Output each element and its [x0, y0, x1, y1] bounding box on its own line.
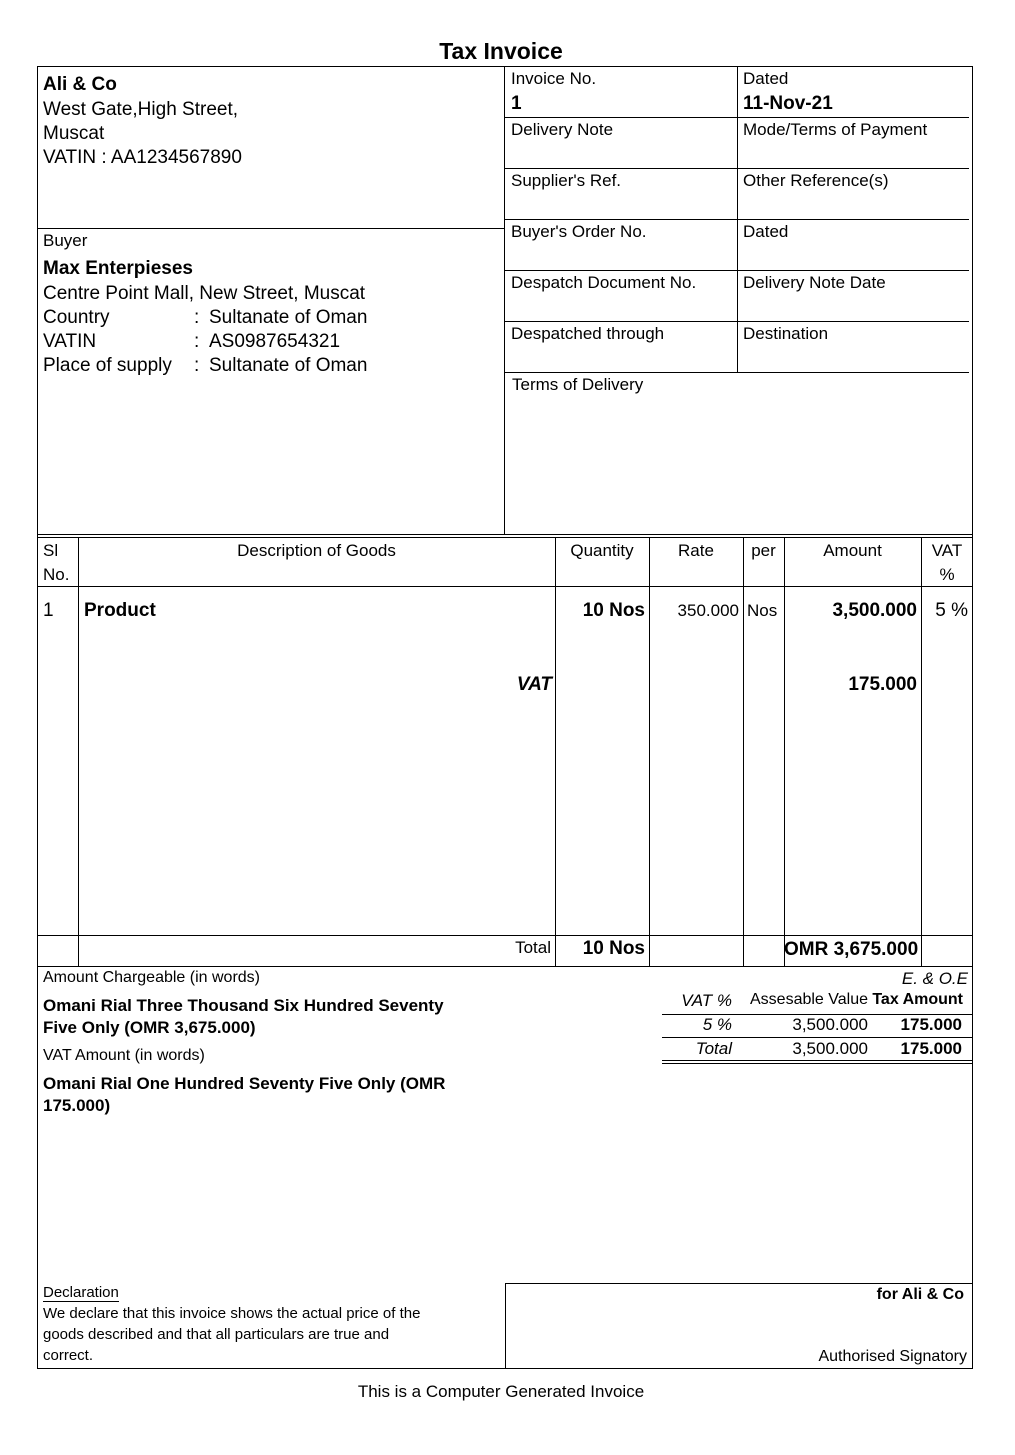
terms-of-delivery-label: Terms of Delivery	[512, 375, 644, 394]
amount-in-words-line-1: Omani Rial Three Thousand Six Hundred Seventy	[43, 996, 444, 1015]
item-amount: 3,500.000	[832, 600, 917, 621]
buyer-country-value: Sultanate of Oman	[209, 307, 368, 328]
dated-value: 11-Nov-21	[743, 93, 833, 114]
buyer-vatin-value: AS0987654321	[209, 331, 341, 352]
seller-buyer-divider	[37, 228, 504, 229]
meta-row-line	[504, 168, 969, 169]
seller-address-2: Muscat	[43, 123, 105, 144]
vat-in-words-line-1: Omani Rial One Hundred Seventy Five Only (OMR	[43, 1074, 446, 1093]
header-sl: Sl	[43, 541, 59, 560]
vat-row-label: VAT	[516, 674, 552, 695]
item-quantity: 10 Nos	[582, 600, 645, 621]
table-top-line	[37, 534, 973, 535]
header-divider	[504, 66, 505, 535]
item-vat: 5 %	[935, 600, 968, 621]
item-per: Nos	[747, 601, 778, 620]
declaration-heading: Declaration	[43, 1284, 119, 1301]
dated-label: Dated	[743, 69, 789, 88]
signatory-label: Authorised Signatory	[818, 1348, 967, 1365]
table-header-line	[37, 586, 973, 587]
declaration-line-3: correct.	[43, 1347, 94, 1364]
col-line	[78, 537, 79, 966]
tax-summary-header-assessable: Assesable Value	[750, 991, 868, 1008]
buyer-country-sep: :	[194, 307, 200, 328]
buyer-vatin-sep: :	[194, 331, 200, 352]
buyer-country-label: Country	[43, 307, 110, 328]
buyer-address: Centre Point Mall, New Street, Muscat	[43, 283, 366, 304]
total-quantity: 10 Nos	[582, 938, 645, 959]
buyer-place-value: Sultanate of Oman	[209, 355, 368, 376]
declaration-line-1: We declare that this invoice shows the actual price of the	[43, 1305, 421, 1322]
despatch-doc-label: Despatch Document No.	[511, 273, 697, 292]
total-amount: OMR 3,675.000	[784, 939, 919, 960]
table-bottom-line	[37, 966, 973, 967]
header-rate: Rate	[678, 541, 714, 560]
vat-row-amount: 175.000	[848, 674, 917, 695]
tax-summary-line	[662, 1037, 973, 1038]
buyer-order-dated-label: Dated	[743, 222, 789, 241]
tax-summary-header-vat: VAT %	[681, 991, 732, 1010]
tax-summary-row-assessable: 3,500.000	[792, 1015, 868, 1034]
buyer-heading: Buyer	[43, 231, 88, 250]
invoice-no-label: Invoice No.	[511, 69, 597, 88]
tax-summary-row-tax: 175.000	[900, 1015, 962, 1034]
tax-summary-row-vat: 5 %	[702, 1015, 732, 1034]
destination-label: Destination	[743, 324, 829, 343]
header-description: Description of Goods	[237, 541, 396, 560]
buyer-name: Max Enterpieses	[43, 258, 193, 279]
col-line	[743, 537, 744, 966]
amount-in-words-label: Amount Chargeable (in words)	[43, 969, 260, 986]
meta-row-line	[504, 321, 969, 322]
invoice-title: Tax Invoice	[439, 38, 563, 64]
footer-note: This is a Computer Generated Invoice	[357, 1382, 645, 1401]
seller-vatin: VATIN : AA1234567890	[43, 147, 242, 168]
header-per: per	[751, 541, 776, 560]
seller-address-1: West Gate,High Street,	[43, 99, 239, 120]
header-quantity: Quantity	[570, 541, 634, 560]
tax-summary-total-assessable: 3,500.000	[792, 1039, 868, 1058]
signatory-for: for Ali & Co	[876, 1286, 964, 1303]
buyer-order-label: Buyer's Order No.	[511, 222, 647, 241]
tax-summary-line	[662, 1060, 973, 1061]
delivery-note-date-label: Delivery Note Date	[743, 273, 886, 292]
tax-summary-total-tax: 175.000	[900, 1039, 962, 1058]
item-sl: 1	[43, 600, 54, 621]
meta-row-line	[504, 270, 969, 271]
header-amount: Amount	[823, 541, 882, 560]
declaration-line-2: goods described and that all particulars are true and	[43, 1326, 390, 1343]
header-vat-percent: %	[939, 565, 955, 584]
delivery-note-label: Delivery Note	[511, 120, 614, 139]
vat-in-words-label: VAT Amount (in words)	[43, 1047, 205, 1064]
supplier-ref-label: Supplier's Ref.	[511, 171, 622, 190]
total-label: Total	[515, 938, 551, 957]
buyer-vatin-label: VATIN	[43, 331, 97, 352]
meta-row-line	[504, 372, 969, 373]
header-vat: VAT	[931, 541, 963, 560]
buyer-place-sep: :	[194, 355, 200, 376]
header-no: No.	[43, 565, 70, 584]
item-rate: 350.000	[677, 601, 739, 620]
buyer-place-label: Place of supply	[43, 355, 172, 376]
vat-in-words-line-2: 175.000)	[43, 1096, 111, 1115]
invoice-no-value: 1	[511, 93, 522, 114]
meta-row-line	[504, 219, 969, 220]
tax-summary-header-tax: Tax Amount	[872, 991, 963, 1008]
table-total-line	[37, 935, 973, 936]
table-top-line-2	[37, 537, 973, 538]
payment-terms-label: Mode/Terms of Payment	[743, 120, 928, 139]
tax-summary-line	[662, 1063, 973, 1064]
meta-row-line	[504, 117, 969, 118]
amount-in-words-line-2: Five Only (OMR 3,675.000)	[43, 1018, 256, 1037]
other-ref-label: Other Reference(s)	[743, 171, 889, 190]
item-description: Product	[84, 600, 156, 621]
seller-name: Ali & Co	[43, 74, 117, 95]
despatched-through-label: Despatched through	[511, 324, 665, 343]
tax-summary-total-label: Total	[695, 1039, 732, 1058]
eoe-label: E. & O.E	[901, 969, 968, 988]
